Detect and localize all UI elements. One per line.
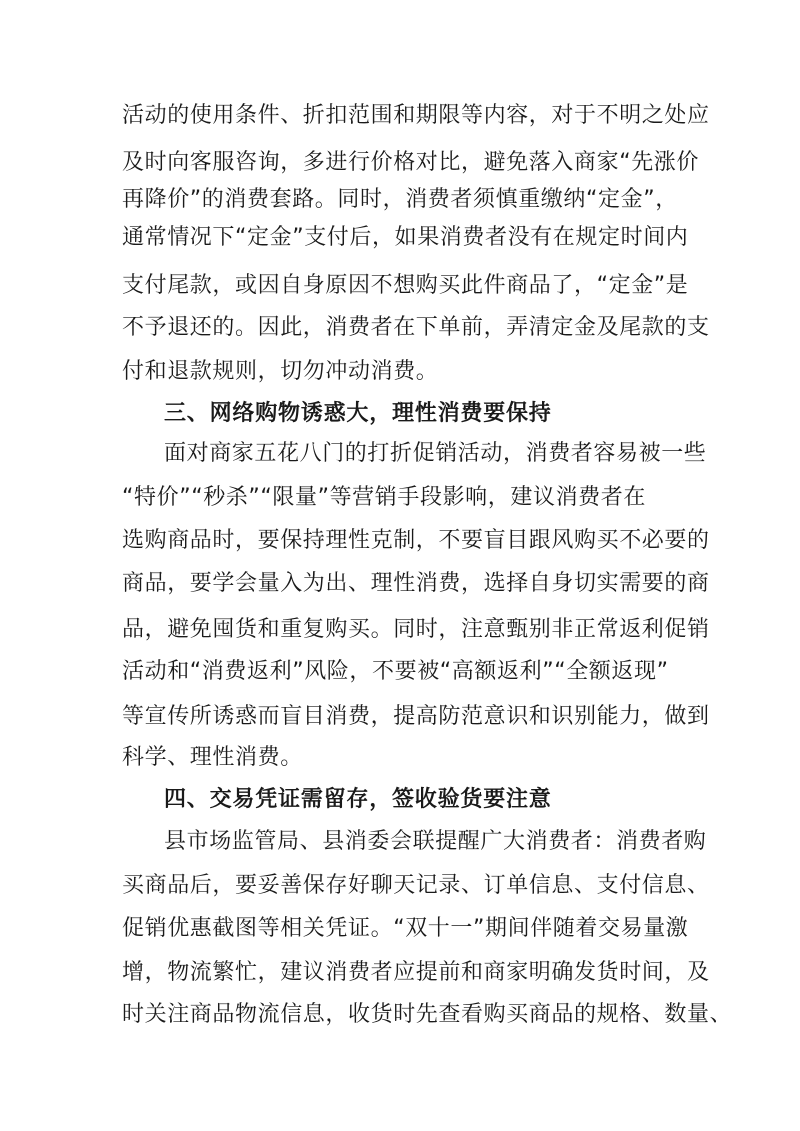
paragraph-line: 促销优惠截图等相关凭证。“双十一”期间伴随着交易量激: [122, 916, 689, 941]
paragraph-line: 及时向客服咨询，多进行价格对比，避免落入商家“先涨价: [122, 150, 699, 175]
paragraph-line: 买商品后，要妥善保存好聊天记录、订单信息、支付信息、: [122, 873, 710, 898]
paragraph-line: 县市场监管局、县消委会联提醒广大消费者：消费者购: [164, 829, 707, 854]
paragraph-line: 商品，要学会量入为出、理性消费，选择自身切实需要的商: [122, 571, 710, 596]
paragraph-line: 等宣传所诱惑而盲目消费，提高防范意识和识别能力，做到: [122, 704, 710, 729]
paragraph-line: 时关注商品物流信息，收货时先查看购买商品的规格、数量、: [122, 1002, 733, 1027]
paragraph-line: 活动和“消费返利”风险，不要被“高额返利”“全额返现”: [122, 659, 669, 684]
paragraph-line: 支付尾款，或因自身原因不想购买此件商品了，“定金”是: [122, 273, 689, 298]
paragraph-line: 再降价”的消费套路。同时，消费者须慎重缴纳“定金”，: [122, 187, 678, 212]
section-heading: 四、交易凭证需留存，签收验货要注意: [164, 787, 552, 812]
paragraph-line: 通常情况下“定金”支付后，如果消费者没有在规定时间内: [122, 225, 689, 250]
paragraph-line: 选购商品时，要保持理性克制，不要盲目跟风购买不必要的: [122, 528, 710, 553]
paragraph-line: 增，物流繁忙，建议消费者应提前和商家明确发货时间，及: [122, 960, 710, 985]
paragraph-line: 科学、理性消费。: [122, 745, 303, 770]
paragraph-line: 付和退款规则，切勿冲动消费。: [122, 359, 439, 384]
paragraph-line: 面对商家五花八门的打折促销活动，消费者容易被一些: [164, 441, 707, 466]
paragraph-line: 品，避免囤货和重复购买。同时，注意甄别非正常返利促销: [122, 617, 710, 642]
section-heading: 三、网络购物诱惑大，理性消费要保持: [164, 401, 552, 426]
paragraph-line: 不予退还的。因此，消费者在下单前，弄清定金及尾款的支: [122, 315, 710, 340]
paragraph-line: 活动的使用条件、折扣范围和期限等内容，对于不明之处应: [122, 103, 710, 128]
paragraph-line: “特价”“秒杀”“限量”等营销手段影响，建议消费者在: [122, 485, 646, 510]
